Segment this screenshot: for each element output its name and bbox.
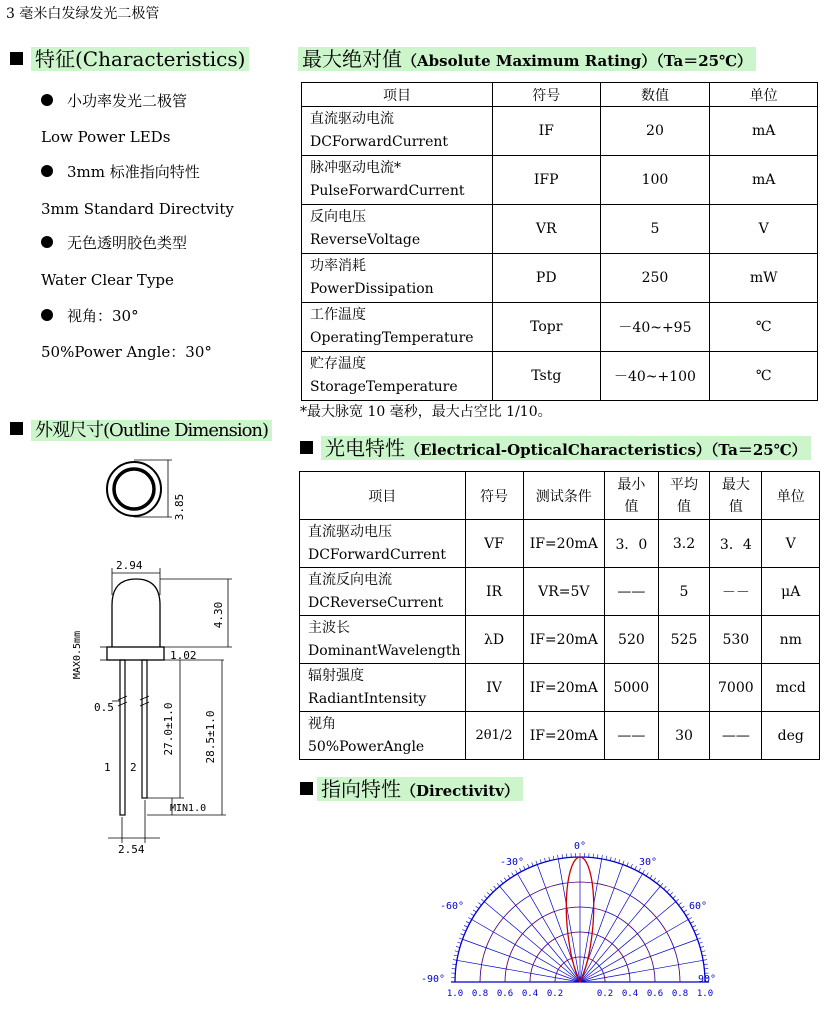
table-header-row [302, 83, 818, 107]
dim-pitch: 2.54 [118, 843, 145, 855]
column-header: 数值 [600, 83, 710, 107]
polar-tick [676, 899, 679, 902]
polar-tick [456, 946, 460, 947]
feature-cn: 无色透明胶色类型 [67, 234, 188, 252]
max-cell: 530 [710, 616, 762, 664]
polar-tick [700, 946, 704, 947]
polar-tick [528, 864, 530, 868]
polar-tick [660, 883, 663, 886]
directivity-polar-chart [415, 832, 735, 1002]
item-cn: 贮存温度 [310, 356, 366, 372]
polar-tick [657, 880, 659, 883]
table-row [300, 520, 820, 568]
unit-cell: nm [762, 616, 820, 664]
feature-cn: 3mm 标准指向特性 [67, 163, 200, 181]
polar-tick [549, 857, 550, 861]
polar-tick [532, 862, 533, 866]
polar-tick [454, 955, 458, 956]
polar-tick [494, 886, 497, 889]
polar-tick [508, 875, 510, 878]
min-cell: 3．0 [605, 520, 659, 568]
table-row [302, 205, 818, 254]
table-row [300, 568, 820, 616]
item-cn: 反向电压 [310, 209, 366, 225]
avg-cell [658, 664, 709, 712]
directivity-heading-en: （Directivitv） [401, 782, 519, 800]
polar-tick [702, 955, 706, 956]
polar-tick [476, 906, 479, 908]
value-cell: 100 [600, 156, 710, 205]
outline-drawing [60, 455, 260, 855]
polar-tick [453, 960, 457, 961]
scale-label: 0.8 [471, 989, 489, 999]
item-cn: 功率消耗 [310, 258, 366, 274]
avg-cell: 3.2 [658, 520, 709, 568]
polar-tick [684, 910, 687, 912]
item-cell [300, 664, 466, 712]
feature-item-en: Water Clear Type [41, 271, 174, 289]
eo-heading-cn: 光电特性 [325, 436, 405, 460]
polar-tick [667, 889, 670, 892]
polar-tick [690, 921, 694, 923]
item-cell [302, 303, 493, 352]
unit-cell: mcd [762, 664, 820, 712]
symbol-cell: λD [465, 616, 523, 664]
max-cell: 7000 [710, 664, 762, 712]
value-cell: －40~+100 [600, 352, 710, 401]
feature-item-en: Low Power LEDs [41, 128, 171, 146]
polar-tick [516, 870, 518, 873]
characteristics-heading [10, 45, 249, 73]
item-en: DCForwardCurrent [310, 134, 449, 150]
polar-tick [471, 914, 474, 916]
angle-label: -60° [439, 901, 465, 912]
polar-tick [653, 878, 655, 881]
condition-cell: VR=5V [523, 568, 604, 616]
item-cell [302, 205, 493, 254]
feature-cn: 小功率发光二极管 [67, 92, 188, 110]
directivity-heading-cn: 指向特性 [321, 777, 401, 801]
polar-tick [692, 925, 696, 927]
polar-tick [501, 880, 503, 883]
condition-cell: IF=20mA [523, 520, 604, 568]
polar-tick [558, 855, 559, 859]
abs-max-note: *最大脉宽 10 毫秒，最大占空比 1/10。 [300, 404, 552, 420]
scale-label: 0.4 [521, 989, 539, 999]
column-header: 测试条件 [523, 472, 604, 520]
item-cell [300, 712, 466, 760]
polar-tick [606, 856, 607, 860]
dim-flange: 1.02 [170, 649, 197, 662]
eo-table [299, 471, 820, 760]
polar-tick [673, 896, 676, 899]
bullet-icon [41, 236, 53, 248]
angle-label: 90° [697, 974, 717, 985]
polar-tick [650, 875, 652, 878]
item-en: ReverseVoltage [310, 232, 421, 248]
item-cn: 直流驱动电压 [308, 523, 392, 540]
table-row [302, 254, 818, 303]
polar-tick [697, 938, 701, 939]
feature-cn: 视角：30° [67, 307, 139, 325]
symbol-cell: Topr [492, 303, 600, 352]
angle-label: -90° [420, 974, 446, 985]
item-en: StorageTemperature [310, 379, 458, 395]
polar-tick [553, 856, 554, 860]
unit-cell: ℃ [710, 303, 818, 352]
feature-item [41, 233, 187, 253]
max-cell: 3．4 [710, 520, 762, 568]
feature-item [41, 306, 139, 326]
feature-item [41, 162, 200, 182]
polar-tick [457, 942, 461, 943]
symbol-cell: 2θ1/2 [465, 712, 523, 760]
min-cell: —— [605, 712, 659, 760]
polar-tick [466, 921, 470, 923]
scale-label: 0.2 [546, 989, 564, 999]
table-row [302, 303, 818, 352]
item-en: DominantWavelength [308, 642, 461, 659]
column-header: 符号 [465, 472, 523, 520]
dim-long-lead: 28.5±1.0 [204, 710, 217, 764]
column-header: 最小值 [605, 472, 659, 520]
polar-tick [631, 864, 633, 868]
condition-cell: IF=20mA [523, 664, 604, 712]
polar-tick [646, 873, 648, 876]
value-cell: 20 [600, 107, 710, 156]
bullet-icon [41, 165, 53, 177]
column-header: 符号 [492, 83, 600, 107]
scale-label: 1.0 [446, 989, 464, 999]
polar-tick [623, 861, 624, 865]
angle-label: 30° [638, 857, 658, 868]
item-cell [300, 568, 466, 616]
bullet-icon [41, 309, 53, 321]
polar-tick [544, 858, 545, 862]
symbol-cell: IFP [492, 156, 600, 205]
polar-tick [694, 930, 698, 932]
item-cell [300, 616, 466, 664]
condition-cell: IF=20mA [523, 712, 604, 760]
item-en: PulseForwardCurrent [310, 183, 465, 199]
item-cn: 主波长 [308, 619, 350, 636]
polar-tick [610, 857, 611, 861]
polar-tick [478, 903, 481, 905]
polar-tick [639, 868, 641, 872]
item-en: PowerDissipation [310, 281, 434, 297]
bullet-icon [41, 94, 53, 106]
polar-tick [635, 866, 637, 870]
polar-tick [464, 925, 468, 927]
dim-max-flange: MAX0.5mm [72, 630, 83, 680]
dim-top-dia: 3.85 [173, 493, 186, 521]
square-bullet-icon [300, 782, 313, 795]
dim-lead-width: 0.5 [94, 701, 114, 714]
angle-label: 60° [688, 901, 708, 912]
column-header: 平均值 [658, 472, 709, 520]
item-en: OperatingTemperature [310, 330, 474, 346]
min-cell: —— [605, 568, 659, 616]
polar-tick [681, 906, 684, 908]
avg-cell: 5 [658, 568, 709, 616]
item-cn: 直流驱动电流 [310, 111, 394, 127]
polar-tick [504, 878, 506, 881]
polar-tick [686, 914, 689, 916]
table-row [300, 712, 820, 760]
abs-max-table [301, 82, 818, 401]
item-en: 50%PowerAngle [308, 738, 425, 755]
directivity-heading [300, 775, 523, 805]
polar-tick [459, 938, 463, 939]
document-title: 3 毫米白发绿发光二极管 [6, 6, 160, 22]
unit-cell: deg [762, 712, 820, 760]
item-cn: 辐射强度 [308, 667, 364, 684]
polar-tick [688, 918, 691, 920]
lead-1-label: 1 [104, 761, 111, 774]
symbol-cell: IF [492, 107, 600, 156]
polar-tick [460, 934, 464, 935]
lead-2-label: 2 [130, 761, 137, 774]
unit-cell: μA [762, 568, 820, 616]
table-row [300, 616, 820, 664]
dim-min: MIN1.0 [170, 803, 207, 814]
avg-cell: 30 [658, 712, 709, 760]
dim-body-width: 2.94 [116, 559, 143, 572]
symbol-cell: VR [492, 205, 600, 254]
polar-tick [490, 889, 493, 892]
item-cell [302, 352, 493, 401]
symbol-cell: PD [492, 254, 600, 303]
polar-tick [540, 859, 541, 863]
unit-cell: ℃ [710, 352, 818, 401]
item-cn: 直流反向电流 [308, 571, 392, 588]
square-bullet-icon [10, 52, 23, 65]
polar-tick [696, 934, 700, 935]
column-header: 项目 [302, 83, 493, 107]
symbol-cell: Tstg [492, 352, 600, 401]
min-cell: 5000 [605, 664, 659, 712]
avg-cell: 525 [658, 616, 709, 664]
condition-cell: IF=20mA [523, 616, 604, 664]
value-cell: 5 [600, 205, 710, 254]
characteristics-heading-cn: 特征 [35, 47, 75, 71]
polar-tick [614, 858, 615, 862]
column-header: 最大值 [710, 472, 762, 520]
outline-heading-text: 外观尺寸(Outline Dimension) [31, 420, 272, 441]
polar-tick [473, 910, 476, 912]
eo-heading-en: （Electrical-OpticalCharacteristics）（Ta＝25℃） [405, 441, 807, 459]
value-cell: －40~+95 [600, 303, 710, 352]
abs-max-heading-cn: 最大绝对值 [302, 47, 402, 71]
min-cell: 520 [605, 616, 659, 664]
unit-cell: mW [710, 254, 818, 303]
symbol-cell: VF [465, 520, 523, 568]
item-en: DCForwardCurrent [308, 546, 447, 563]
unit-cell: mA [710, 156, 818, 205]
polar-tick [512, 873, 514, 876]
unit-cell: V [762, 520, 820, 568]
polar-tick [602, 855, 603, 859]
scale-label: 0.4 [621, 989, 639, 999]
table-row [300, 664, 820, 712]
polar-tick [619, 859, 620, 863]
table-row [302, 156, 818, 205]
item-cell [302, 107, 493, 156]
characteristics-heading-en: (Characteristics) [75, 47, 246, 71]
polar-tick [701, 951, 705, 952]
item-cn: 视角 [308, 715, 336, 732]
item-en: RadiantIntensity [308, 690, 427, 707]
polar-tick [670, 892, 673, 895]
dim-dome-height: 4.30 [212, 601, 225, 629]
square-bullet-icon [10, 422, 23, 435]
square-bullet-icon [300, 441, 313, 454]
scale-label: 0.8 [671, 989, 689, 999]
scale-label: 1.0 [696, 989, 714, 999]
polar-tick [536, 861, 537, 865]
eo-heading [300, 434, 811, 464]
polar-tick [664, 886, 667, 889]
angle-label: -30° [499, 857, 525, 868]
outline-heading [10, 417, 272, 445]
max-cell: －－ [710, 568, 762, 616]
polar-tick [484, 896, 487, 899]
polar-tick [497, 883, 500, 886]
item-en: DCReverseCurrent [308, 594, 444, 611]
angle-label: 0° [573, 841, 587, 852]
table-row [302, 352, 818, 401]
item-cn: 脉冲驱动电流* [310, 160, 401, 176]
polar-tick [487, 892, 490, 895]
polar-tick [679, 903, 682, 905]
table-header-row [300, 472, 820, 520]
column-header: 单位 [710, 83, 818, 107]
table-row [302, 107, 818, 156]
unit-cell: V [710, 205, 818, 254]
scale-label: 0.6 [496, 989, 514, 999]
polar-tick [462, 930, 466, 932]
polar-tick [519, 868, 521, 872]
feature-item-en: 3mm Standard Directvity [41, 200, 234, 218]
column-header: 单位 [762, 472, 820, 520]
dim-short-lead: 27.0±1.0 [162, 702, 175, 756]
value-cell: 250 [600, 254, 710, 303]
item-cn: 工作温度 [310, 307, 366, 323]
polar-tick [455, 951, 459, 952]
column-header: 项目 [300, 472, 466, 520]
max-cell: —— [710, 712, 762, 760]
feature-item [41, 91, 187, 111]
polar-tick [643, 870, 645, 873]
item-cell [302, 254, 493, 303]
polar-tick [481, 899, 484, 902]
scale-label: 0.6 [646, 989, 664, 999]
symbol-cell: IV [465, 664, 523, 712]
abs-max-heading-en: （Absolute Maximum Rating）（Ta＝25℃） [402, 52, 753, 70]
symbol-cell: IR [465, 568, 523, 616]
polar-tick [468, 918, 471, 920]
polar-tick [627, 862, 628, 866]
item-cell [300, 520, 466, 568]
polar-tick [699, 942, 703, 943]
feature-item-en: 50%Power Angle：30° [41, 343, 212, 361]
unit-cell: mA [710, 107, 818, 156]
item-cell [302, 156, 493, 205]
polar-tick [703, 960, 707, 961]
abs-max-heading [298, 45, 756, 75]
scale-label: 0.2 [596, 989, 614, 999]
